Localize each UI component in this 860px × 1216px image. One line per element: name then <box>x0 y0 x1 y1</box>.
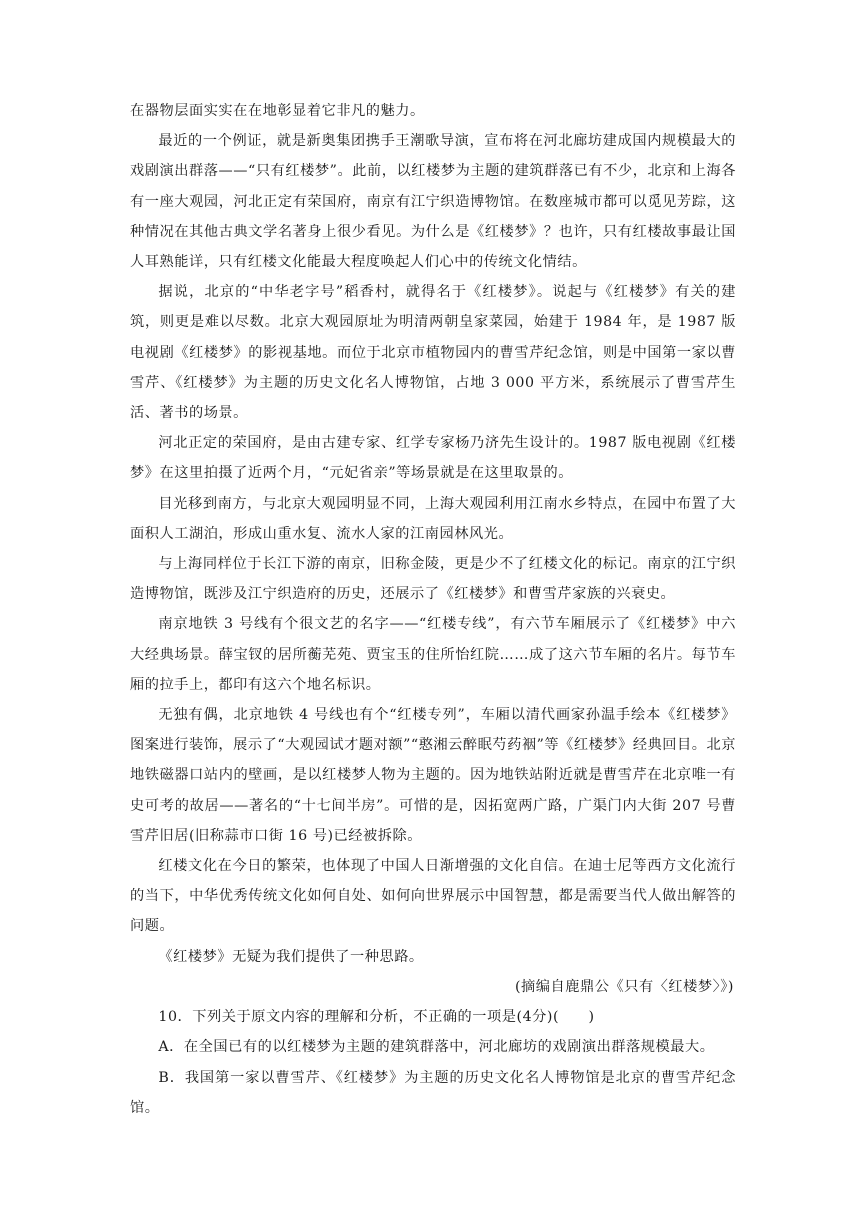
article-body <box>130 96 736 1123</box>
article-paragraph-0: 在器物层面实实在在地彰显着它非凡的魅力。 <box>130 103 425 119</box>
article-paragraph-6: 南京地铁 3 号线有个很文艺的名字——“红楼专线”，有六节车厢展示了《红楼梦》中六大经典场景。薛宝钗的居所蘅芜苑、贾宝玉的住所怡红院……成了这六节车厢的名片。每节车厢的拉手上，都印有这六个地名标识。 <box>130 616 736 693</box>
article-paragraph-1: 最近的一个例证，就是新奥集团携手王潮歌导演，宣布将在河北廊坊建成国内规模最大的戏剧演出群落——“只有红楼梦”。此前，以红楼梦为主题的建筑群落已有不少，北京和上海各有一座大观园，河北正定有荣国府，南京有江宁织造博物馆。在数座城市都可以觅见芳踪，这种情况在其他古典文学名著身上很少看见。为什么是《红楼梦》？也许，只有红楼故事最让国人耳熟能详，只有红楼文化能最大程度唤起人们心中的传统文化情结。 <box>130 133 736 271</box>
article-paragraph-9: 《红楼梦》无疑为我们提供了一种思路。 <box>158 948 424 965</box>
document-page <box>130 96 736 1123</box>
question-option-a: A．在全国已有的以红楼梦为主题的建筑群落中，河北廊坊的戏剧演出群落规模最大。 <box>158 1039 715 1056</box>
question-stem: 10．下列关于原文内容的理解和分析，不正确的一项是(4分)( ) <box>158 1009 595 1026</box>
article-paragraph-8: 红楼文化在今日的繁荣，也体现了中国人日渐增强的文化自信。在迪士尼等西方文化流行的当下，中华优秀传统文化如何自处、如何向世界展示中国智慧，都是需要当代人做出解答的问题。 <box>130 858 736 935</box>
article-paragraph-5: 与上海同样位于长江下游的南京，旧称金陵，更是少不了红楼文化的标记。南京的江宁织造博物馆，既涉及江宁织造府的历史，还展示了《红楼梦》和曹雪芹家族的兴衰史。 <box>130 556 736 603</box>
article-source: (摘编自鹿鼎公《只有〈红楼梦〉》) <box>514 978 734 995</box>
question-option-b: B．我国第一家以曹雪芹、《红楼梦》为主题的历史文化名人博物馆是北京的曹雪芹纪念馆。 <box>130 1069 736 1116</box>
article-paragraph-4: 目光移到南方，与北京大观园明显不同，上海大观园利用江南水乡特点，在园中布置了大面积人工湖泊，形成山重水复、流水人家的江南园林风光。 <box>130 495 736 542</box>
article-paragraph-3: 河北正定的荣国府，是由古建专家、红学专家杨乃济先生设计的。1987 版电视剧《红楼梦》在这里拍摄了近两个月，“元妃省亲”等场景就是在这里取景的。 <box>130 435 736 482</box>
article-paragraph-2: 据说，北京的“中华老字号”稻香村，就得名于《红楼梦》。说起与《红楼梦》有关的建筑，则更是难以尽数。北京大观园原址为明清两朝皇家菜园，始建于 1984 年，是 1987 版电视剧《红楼梦》的影视基地。而位于北京市植物园内的曹雪芹纪念馆，则是中国第一家以曹雪芹、《红楼梦》为主题的历史文化名人博物馆，占地 3 000 平方米，系统展示了曹雪芹生活、著书的场景。 <box>130 284 736 422</box>
article-paragraph-7: 无独有偶，北京地铁 4 号线也有个“红楼专列”，车厢以清代画家孙温手绘本《红楼梦》图案进行装饰，展示了“大观园试才题对额”“憨湘云醉眠芍药裀”等《红楼梦》经典回目。北京地铁磁器口站内的壁画，是以红楼梦人物为主题的。因为地铁站附近就是曹雪芹在北京唯一有史可考的故居——著名的“十七间半房”。可惜的是，因拓宽两广路，广渠门内大街 207 号曹雪芹旧居(旧称蒜市口街 16 号)已经被拆除。 <box>130 707 736 844</box>
